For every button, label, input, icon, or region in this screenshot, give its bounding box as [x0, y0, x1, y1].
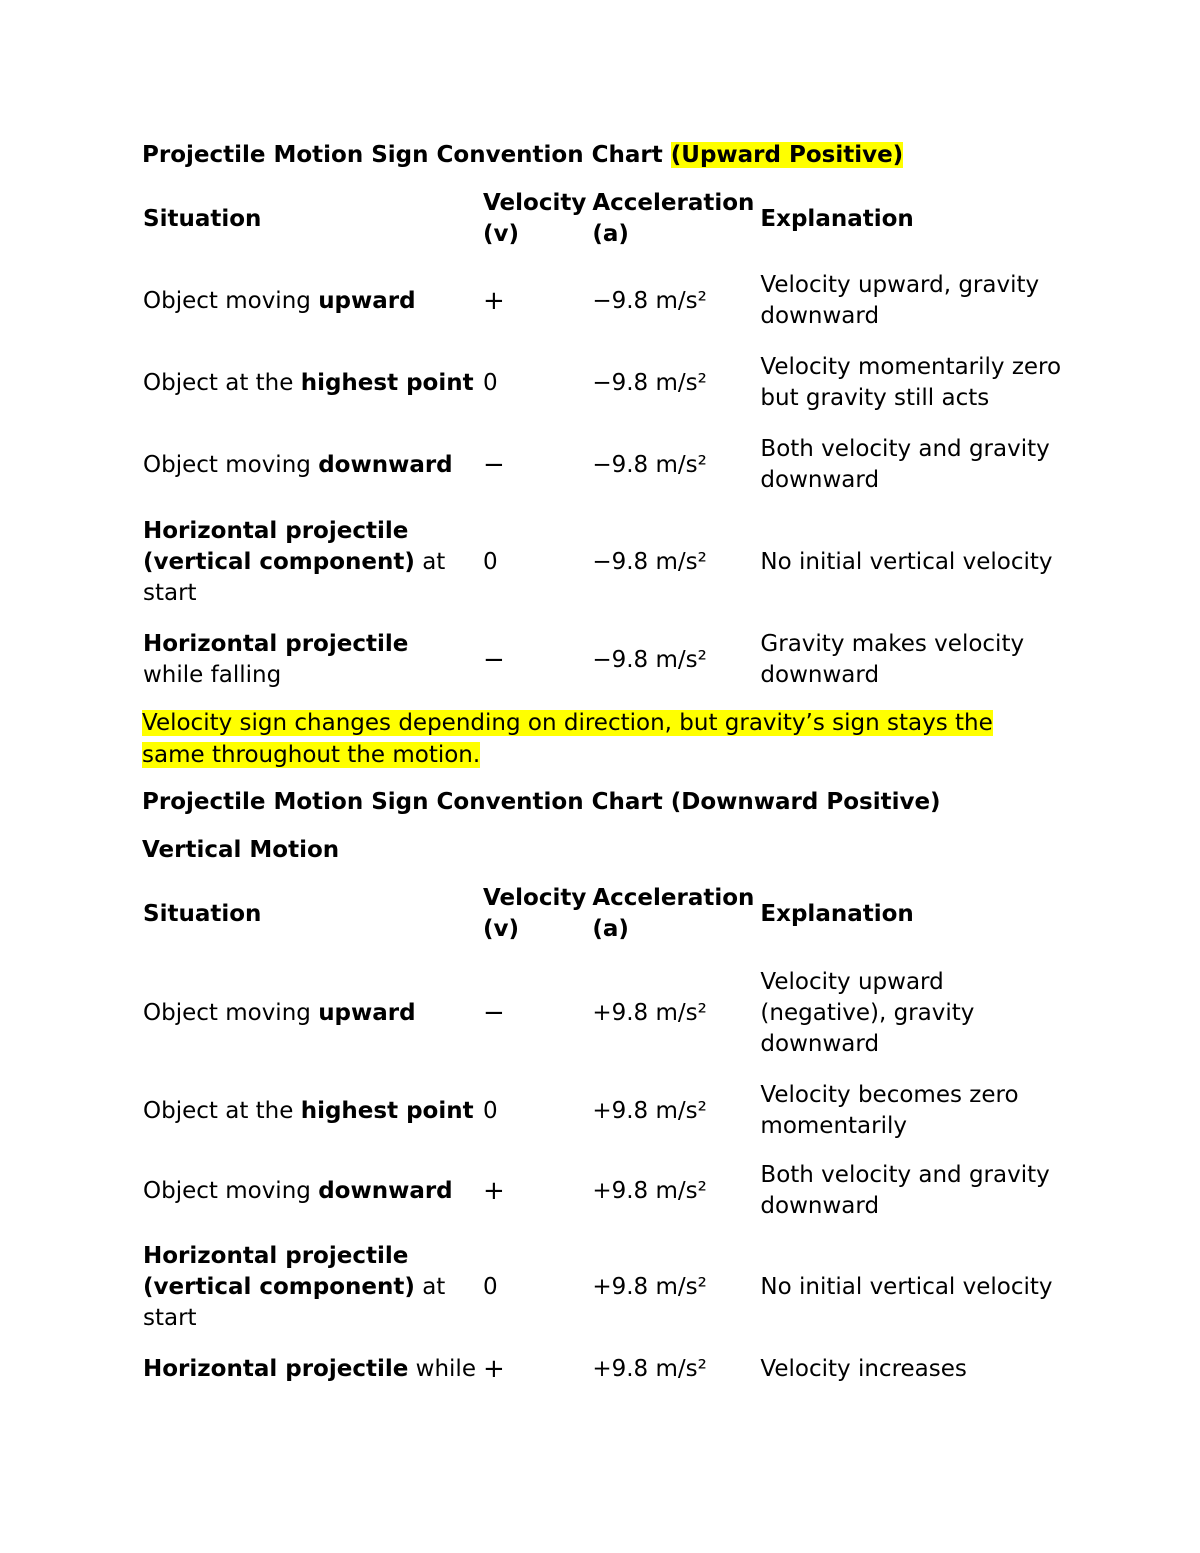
table-row: [140, 252, 1067, 350]
cell-velocity: −: [483, 997, 505, 1028]
chart2-title: Projectile Motion Sign Convention Chart (Downward Positive): [142, 789, 941, 815]
cell-acceleration: +9.8 m/s²: [592, 1355, 707, 1382]
chart1-title-main: Projectile Motion Sign Convention Chart: [142, 142, 663, 168]
chart2-table: [140, 880, 1067, 1402]
header-velocity: Velocity (v): [483, 190, 587, 247]
cell-acceleration: −9.8 m/s²: [592, 451, 707, 478]
cell-situation: Object moving downward: [143, 1177, 453, 1204]
table-row: [140, 350, 1067, 416]
cell-acceleration: −9.8 m/s²: [592, 369, 707, 396]
header-situation: Situation: [143, 205, 262, 232]
cell-velocity: 0: [483, 369, 498, 396]
table-row: [140, 1238, 1067, 1336]
cell-explanation: Both velocity and gravity downward: [760, 436, 1050, 493]
cell-explanation: Velocity becomes zero momentarily: [760, 1082, 1019, 1139]
header-acceleration: Acceleration (a): [592, 190, 755, 247]
table-row: [140, 514, 1067, 611]
cell-velocity: 0: [483, 1097, 498, 1124]
cell-velocity: 0: [483, 1273, 498, 1300]
header-acceleration: Acceleration (a): [592, 885, 755, 942]
cell-explanation: Velocity increases: [760, 1355, 967, 1382]
table-header-row: [140, 880, 1067, 948]
chart2-subtitle: Vertical Motion: [142, 837, 340, 863]
cell-acceleration: −9.8 m/s²: [592, 287, 707, 314]
cell-situation: Object at the highest point: [143, 369, 474, 396]
table-row: [140, 948, 1067, 1078]
cell-situation: Object moving upward: [143, 287, 416, 314]
table-row: [140, 611, 1067, 709]
cell-velocity: +: [483, 285, 505, 316]
cell-situation: Horizontal projectile (vertical component) at start: [143, 518, 446, 606]
header-explanation: Explanation: [760, 900, 914, 927]
table-row: [140, 1144, 1067, 1238]
table-row: [140, 1078, 1067, 1144]
cell-acceleration: +9.8 m/s²: [592, 999, 707, 1026]
table-row: [140, 416, 1067, 514]
cell-explanation: Both velocity and gravity downward: [760, 1162, 1050, 1219]
table-header-row: [140, 186, 1067, 252]
cell-acceleration: +9.8 m/s²: [592, 1097, 707, 1124]
cell-explanation: Velocity upward (negative), gravity downward: [760, 968, 975, 1057]
cell-situation: Object moving upward: [143, 999, 416, 1026]
cell-explanation: No initial vertical velocity: [760, 1273, 1053, 1300]
cell-velocity: −: [483, 449, 505, 480]
cell-situation: Horizontal projectile while falling: [143, 631, 409, 688]
highlighted-note: Velocity sign changes depending on direction, but gravity’s sign stays the same throughout the motion.: [142, 710, 993, 768]
cell-explanation: No initial vertical velocity: [760, 549, 1053, 575]
cell-acceleration: −9.8 m/s²: [592, 549, 707, 575]
cell-velocity: −: [483, 644, 505, 675]
header-situation: Situation: [143, 900, 262, 927]
cell-explanation: Gravity makes velocity downward: [760, 631, 1025, 688]
cell-acceleration: −9.8 m/s²: [592, 646, 707, 673]
chart1-title: [142, 140, 903, 170]
header-velocity: Velocity (v): [483, 885, 587, 942]
header-explanation: Explanation: [760, 205, 914, 232]
cell-acceleration: +9.8 m/s²: [592, 1177, 707, 1204]
chart1-table: [140, 186, 1067, 709]
table-row: [140, 1336, 1067, 1402]
cell-velocity: +: [483, 1175, 505, 1206]
chart1-title-highlight: (Upward Positive): [670, 142, 904, 168]
cell-situation: Object moving downward: [143, 451, 453, 478]
cell-situation: Object at the highest point: [143, 1097, 474, 1124]
cell-explanation: Velocity upward, gravity downward: [760, 272, 1040, 329]
cell-situation: Horizontal projectile while: [143, 1355, 476, 1382]
cell-explanation: Velocity momentarily zero but gravity still acts: [760, 354, 1062, 411]
cell-velocity: +: [483, 1353, 505, 1384]
cell-velocity: 0: [483, 549, 498, 575]
cell-situation: Horizontal projectile (vertical component) at start: [143, 1242, 446, 1331]
cell-acceleration: +9.8 m/s²: [592, 1273, 707, 1300]
